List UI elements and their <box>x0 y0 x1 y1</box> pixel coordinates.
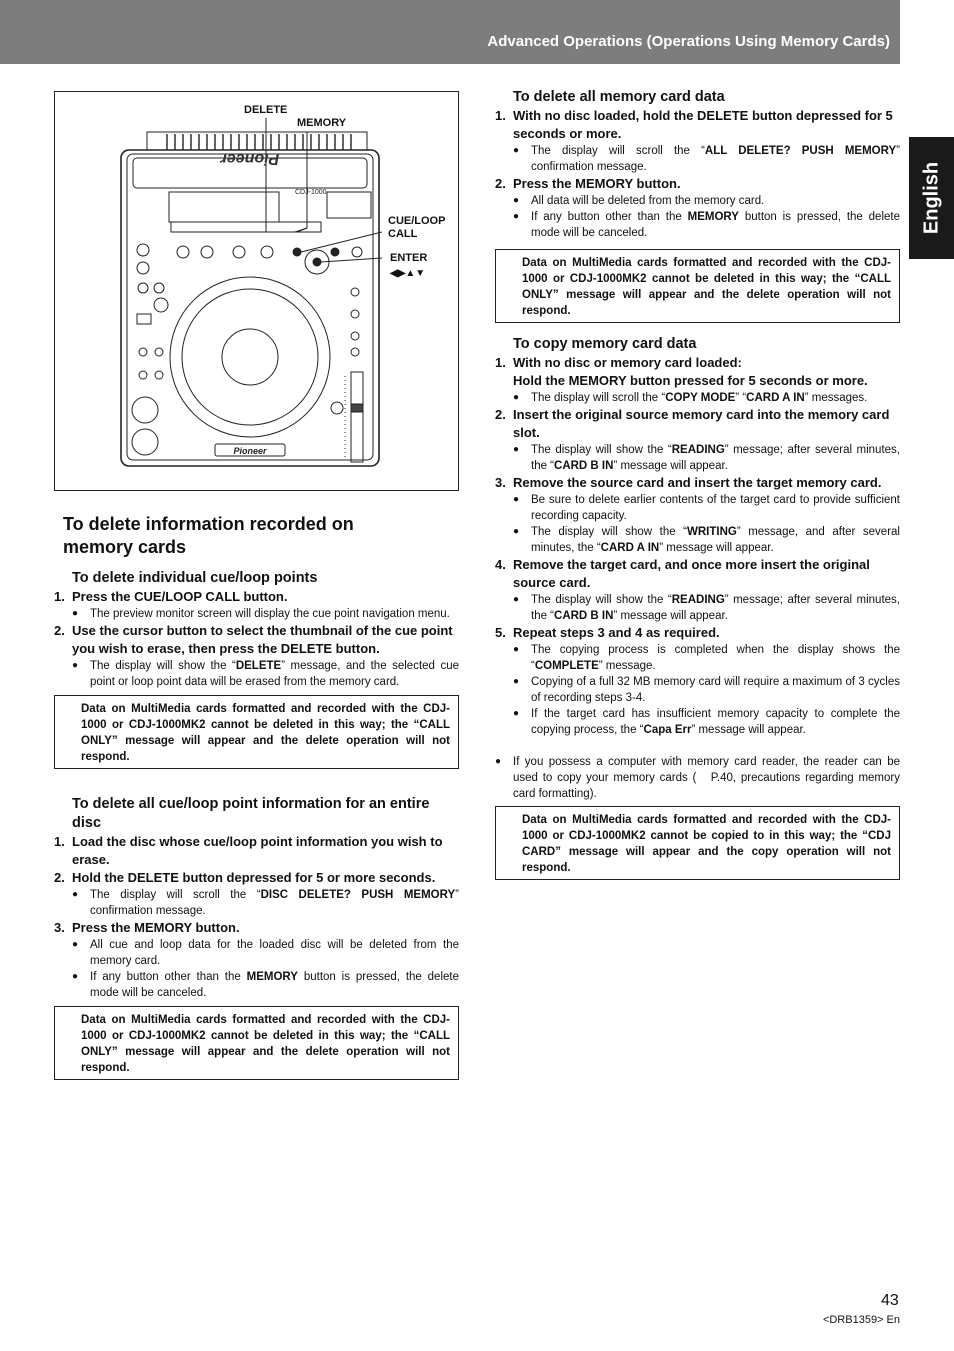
sub-heading-individual: To delete individual cue/loop points <box>72 570 318 586</box>
model-text: CDJ-1000 <box>295 189 327 196</box>
sub-heading-delete-all: To delete all memory card data <box>513 89 725 105</box>
left-column <box>54 91 459 1080</box>
note-box: Data on MultiMedia cards formatted and recorded with the CDJ-1000 or CDJ-1000MK2 cannot be deleted in this way; the “CALL ONLY” message will appear and the delete operation will not respond. <box>495 249 900 323</box>
bullet: ● Be sure to delete earlier contents of the target card to provide sufficient recording capacity. <box>513 494 900 522</box>
right-column <box>495 88 900 880</box>
step: 2. Hold the DELETE button depressed for 5 or more seconds. <box>54 870 436 885</box>
bullet: ● All cue and loop data for the loaded disc will be deleted from the memory card. <box>72 939 459 967</box>
sub-heading-entire-disc: To delete all cue/loop point information for an entire disc <box>72 796 430 831</box>
section-heading-line1: To delete information recorded on <box>63 514 354 534</box>
device-figure <box>54 91 459 491</box>
language-tab <box>909 137 954 259</box>
bullet-card-reader: ● If you possess a computer with memory card reader, the reader can be used to copy your memory cards ( P.40, precautions regarding memory card formatting). <box>495 756 900 800</box>
step: 4. Remove the target card, and once more insert the original source card. <box>495 557 870 590</box>
step: 5. Repeat steps 3 and 4 as required. <box>495 625 720 640</box>
sub-heading-copy: To copy memory card data <box>513 336 697 352</box>
page-number: 43 <box>881 1292 899 1309</box>
bullet: ● All data will be deleted from the memory card. <box>513 195 765 207</box>
note-box: Data on MultiMedia cards formatted and recorded with the CDJ-1000 or CDJ-1000MK2 cannot be copied to in this way; the “CDJ CARD” message will appear and the copy operation will not respond. <box>495 806 900 880</box>
section-heading-line2: memory cards <box>63 537 187 557</box>
bottom-brand-text: Pioneer <box>233 446 267 456</box>
bullet: ● The display will scroll the “ALL DELETE? PUSH MEMORY” confirmation message. <box>513 145 900 173</box>
bullet: ● The display will show the “READING” message; after several minutes, the “CARD B IN” message will appear. <box>513 444 900 472</box>
step: 3. Remove the source card and insert the target memory card. <box>495 475 882 490</box>
bullet: ● The display will show the “WRITING” message, and after several minutes, the “CARD A IN” message will appear. <box>513 526 900 554</box>
bullet: ● The display will show the “READING” message; after several minutes, the “CARD B IN” message will appear. <box>513 594 900 622</box>
cdj-device-illustration <box>55 92 458 490</box>
header-bar <box>0 0 900 64</box>
mirrored-brand-text: Pioneer <box>220 150 280 167</box>
document-code: <DRB1359> En <box>822 1314 900 1326</box>
step: 1. Load the disc whose cue/loop point information you wish to erase. <box>54 834 443 867</box>
language-tab-label: English <box>920 161 942 235</box>
step: 2. Insert the original source memory card into the memory card slot. <box>495 407 890 440</box>
cursor-arrows-label: ◀▶▲▼ <box>390 268 426 279</box>
header-title: Advanced Operations (Operations Using Memory Cards) <box>487 33 890 50</box>
note-box: Data on MultiMedia cards formatted and recorded with the CDJ-1000 or CDJ-1000MK2 cannot be deleted in this way; the “CALL ONLY” message will appear and the delete operation will not respond. <box>54 695 459 769</box>
step: 2. Press the MEMORY button. <box>495 176 681 191</box>
bullet: ● The copying process is completed when the display shows the “COMPLETE” message. <box>513 644 900 672</box>
note-box: Data on MultiMedia cards formatted and recorded with the CDJ-1000 or CDJ-1000MK2 cannot be deleted in this way; the “CALL ONLY” message will appear and the delete operation will not respond. <box>54 1006 459 1080</box>
bullet: ● If any button other than the MEMORY button is pressed, the delete mode will be canceled. <box>513 211 900 239</box>
bullet: ● The display will scroll the “COPY MODE” “CARD A IN” messages. <box>513 392 868 404</box>
bullet: ● The preview monitor screen will display the cue point navigation menu. <box>72 608 450 620</box>
bullet: ● The display will show the “DELETE” message, and the selected cue point or loop point data will be erased from the memory card. <box>72 660 459 688</box>
cue-loop-label: CUE/LOOP <box>388 215 446 227</box>
bullet: ● If the target card has insufficient memory capacity to complete the copying process, the “Capa Err” message will appear. <box>513 708 900 736</box>
step: 1. Press the CUE/LOOP CALL button. <box>54 589 288 604</box>
step: 3. Press the MEMORY button. <box>54 920 240 935</box>
call-label: CALL <box>388 228 418 240</box>
section-heading <box>54 513 459 559</box>
step: 1. With no disc or memory card loaded: <box>495 355 742 370</box>
step: 2. Use the cursor button to select the thumbnail of the cue point you wish to erase, then press the DELETE button. <box>54 623 453 656</box>
enter-label: ENTER <box>390 252 428 264</box>
memory-label: MEMORY <box>297 117 347 129</box>
delete-label: DELETE <box>244 104 288 116</box>
bullet: ● If any button other than the MEMORY button is pressed, the delete mode will be canceled. <box>72 971 459 999</box>
bullet: ● Copying of a full 32 MB memory card will require a maximum of 3 cycles of recording steps 3-4. <box>513 676 900 704</box>
bullet: ● The display will scroll the “DISC DELETE? PUSH MEMORY” confirmation message. <box>72 889 459 917</box>
step: 1. With no disc loaded, hold the DELETE button depressed for 5 seconds or more. <box>495 108 893 141</box>
step-continued: Hold the MEMORY button pressed for 5 seconds or more. <box>513 373 868 388</box>
